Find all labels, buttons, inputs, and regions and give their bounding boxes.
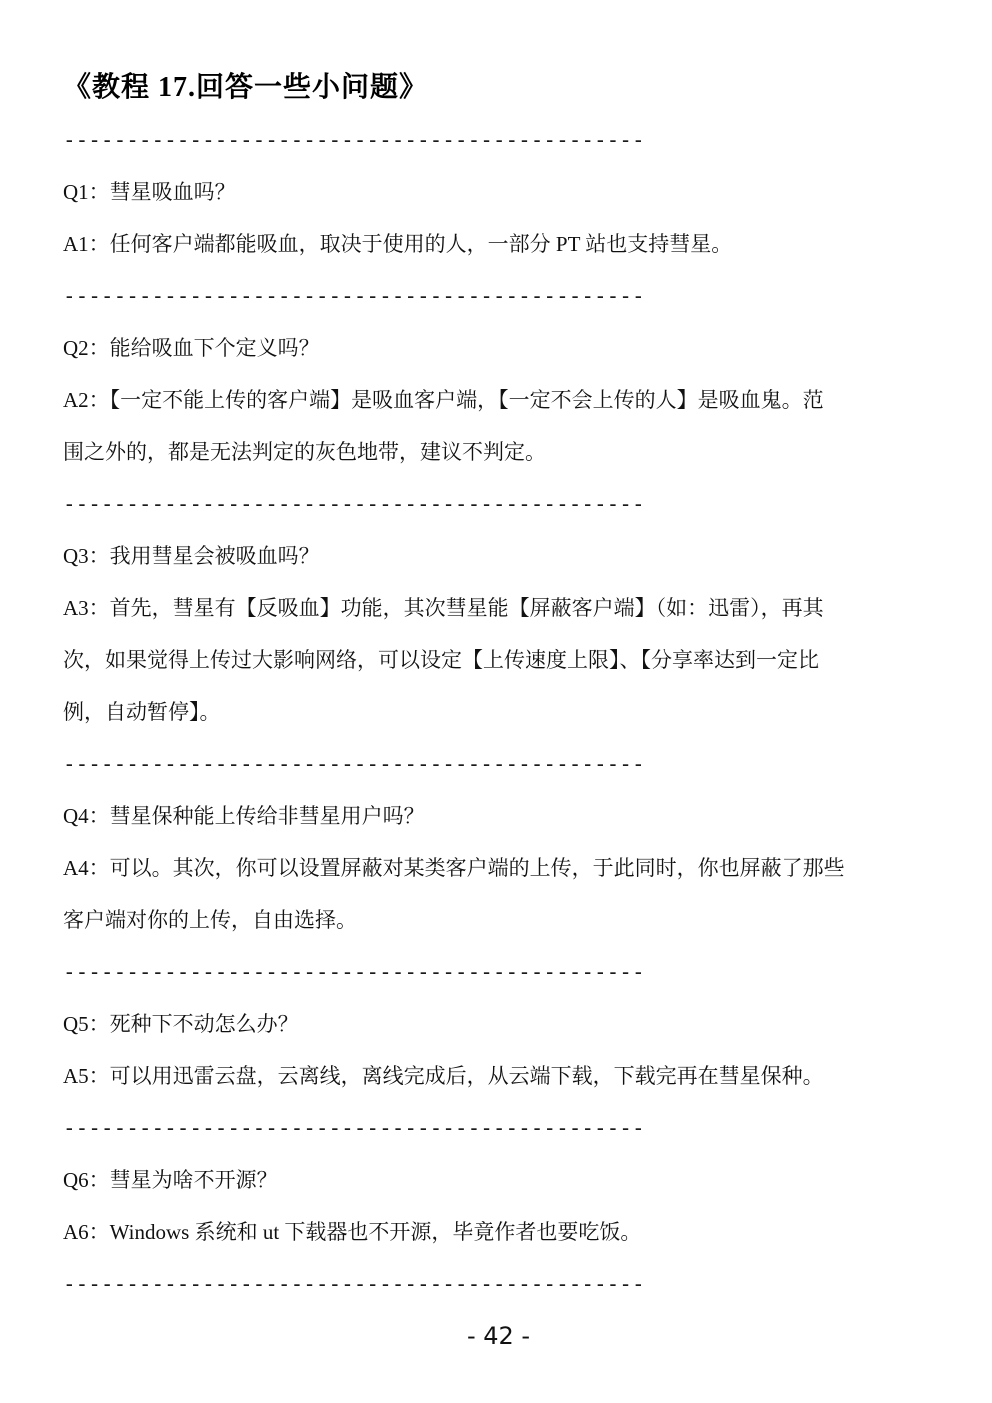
answer-line: A1：任何客户端都能吸血，取决于使用的人，一部分 PT 站也支持彗星。 (63, 232, 733, 256)
question-line: Q4：彗星保种能上传给非彗星用户吗？ (63, 804, 425, 828)
page-number: - 42 - (466, 1322, 531, 1350)
answer-line: A6：Windows 系统和 ut 下载器也不开源，毕竟作者也要吃饭。 (63, 1220, 642, 1244)
qa-block-1 (63, 166, 934, 270)
question-line: Q6：彗星为啥不开源？ (63, 1168, 278, 1192)
answer-line: 围之外的，都是无法判定的灰色地带，建议不判定。 (63, 440, 546, 464)
separator: ---------------------------------------------- (63, 1272, 645, 1296)
qa-block-2 (63, 322, 934, 478)
answer-line: 客户端对你的上传，自由选择。 (63, 908, 357, 932)
separator: ---------------------------------------------- (63, 752, 645, 776)
qa-block-5 (63, 998, 934, 1102)
answer-line: A2：【一定不能上传的客户端】是吸血客户端，【一定不会上传的人】是吸血鬼。范 (63, 388, 824, 412)
qa-block-4 (63, 790, 934, 946)
answer-line: 例，自动暂停】。 (63, 700, 221, 724)
separator: ---------------------------------------------- (63, 492, 645, 516)
question-line: Q1：彗星吸血吗？ (63, 180, 236, 204)
question-line: Q3：我用彗星会被吸血吗？ (63, 544, 320, 568)
doc-title: 《教程 17.回答一些小问题》 (63, 72, 429, 103)
qa-block-3 (63, 530, 934, 738)
separator: ---------------------------------------------- (63, 960, 645, 984)
qa-block-6 (63, 1154, 934, 1258)
answer-line: A3：首先，彗星有【反吸血】功能，其次彗星能【屏蔽客户端】（如：迅雷），再其 (63, 596, 824, 620)
question-line: Q2：能给吸血下个定义吗？ (63, 336, 320, 360)
separator: ---------------------------------------------- (63, 1116, 645, 1140)
answer-line: 次，如果觉得上传过大影响网络，可以设定【上传速度上限】、【分享率达到一定比 (63, 648, 819, 672)
separator: ---------------------------------------------- (63, 284, 645, 308)
question-line: Q5：死种下不动怎么办？ (63, 1012, 299, 1036)
separator: ---------------------------------------------- (63, 128, 645, 152)
answer-line: A5：可以用迅雷云盘，云离线，离线完成后，从云端下载，下载完再在彗星保种。 (63, 1064, 824, 1088)
answer-line: A4：可以。其次，你可以设置屏蔽对某类客户端的上传，于此同时，你也屏蔽了那些 (63, 856, 845, 880)
